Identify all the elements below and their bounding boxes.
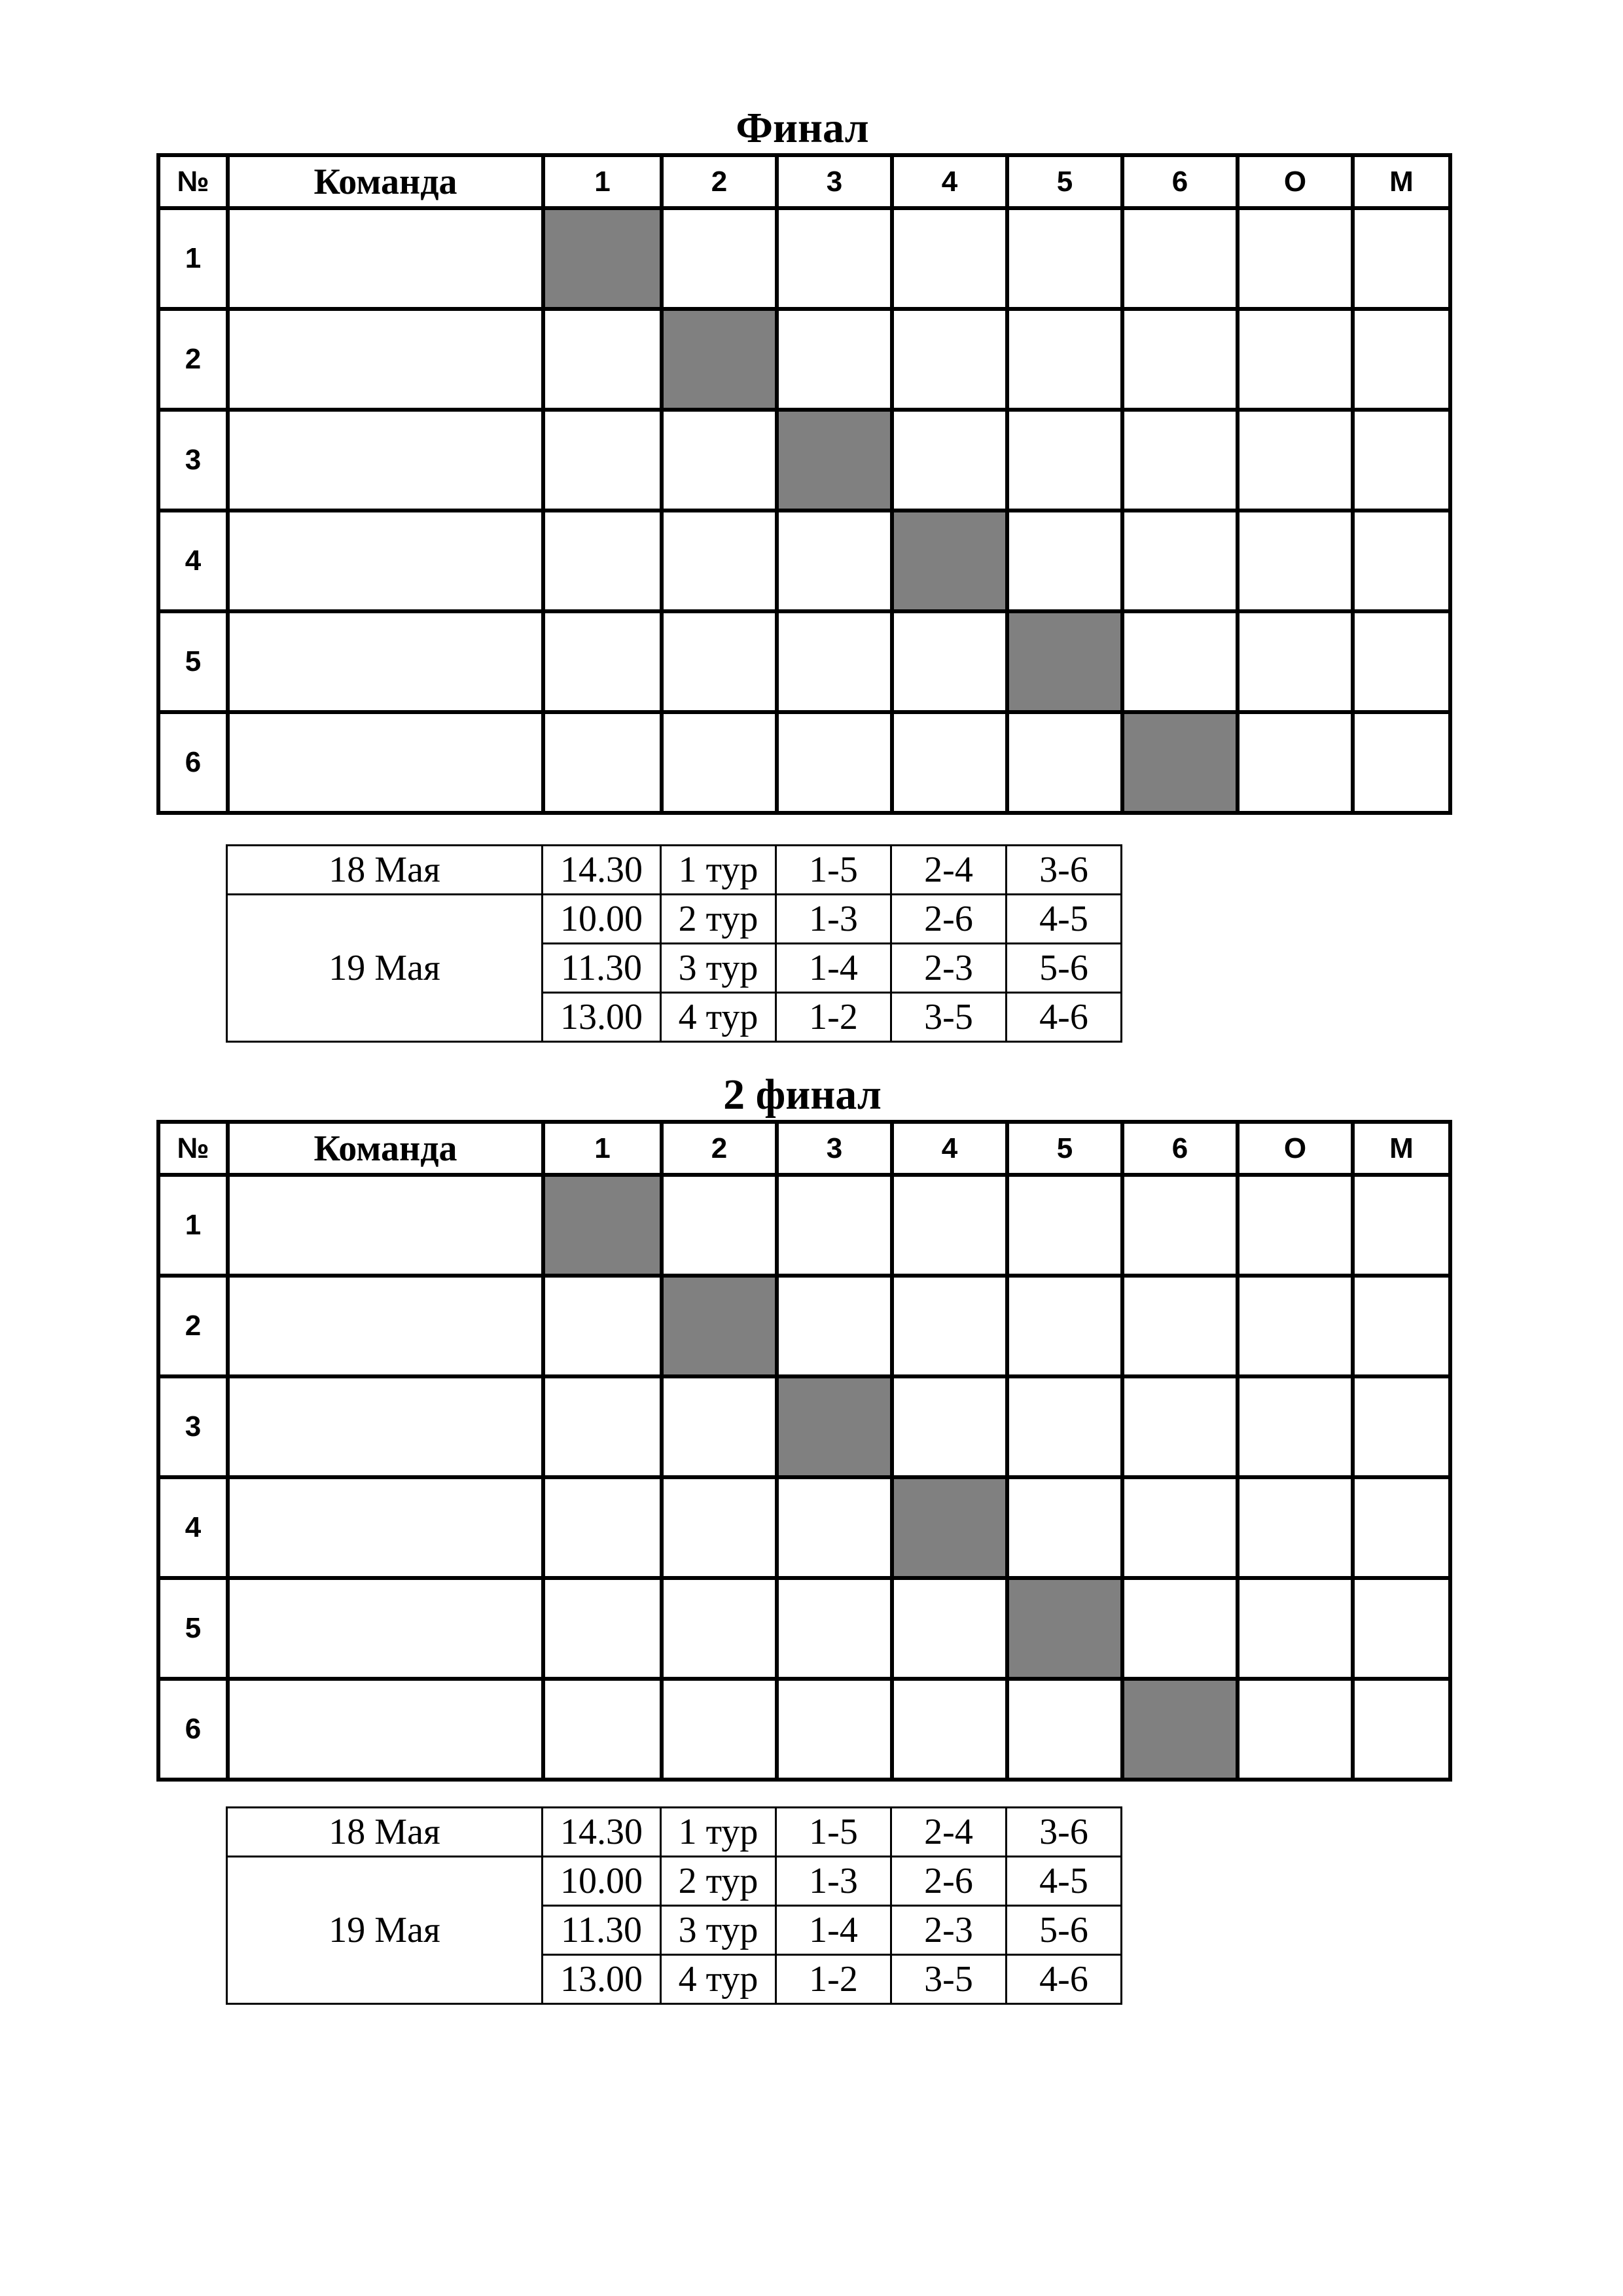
result-cell bbox=[777, 511, 892, 611]
header-opponent: 2 bbox=[662, 1122, 777, 1175]
result-cell bbox=[1007, 410, 1122, 511]
header-opponent: 5 bbox=[1007, 155, 1122, 208]
place-cell bbox=[1353, 1276, 1450, 1376]
result-cell bbox=[1122, 410, 1238, 511]
result-cell bbox=[662, 511, 777, 611]
result-cell bbox=[543, 1376, 662, 1477]
result-cell bbox=[1122, 511, 1238, 611]
result-cell bbox=[777, 1276, 892, 1376]
blocked-cell bbox=[777, 410, 892, 511]
team-row bbox=[158, 1175, 1450, 1276]
result-cell bbox=[543, 712, 662, 813]
team-name-cell bbox=[228, 611, 543, 712]
header-row bbox=[158, 155, 1450, 208]
team-name-cell bbox=[228, 309, 543, 410]
schedule-pair: 5-6 bbox=[1007, 944, 1122, 993]
schedule-pair: 1-2 bbox=[776, 1955, 891, 2004]
schedule-time: 10.00 bbox=[543, 1857, 661, 1906]
points-cell bbox=[1238, 1376, 1353, 1477]
result-cell bbox=[1007, 712, 1122, 813]
result-cell bbox=[1122, 208, 1238, 309]
result-cell bbox=[892, 309, 1007, 410]
schedule-pair: 1-3 bbox=[776, 1857, 891, 1906]
blocked-cell bbox=[662, 309, 777, 410]
schedule-time: 11.30 bbox=[543, 1906, 661, 1955]
row-number: 6 bbox=[158, 1679, 228, 1780]
result-cell bbox=[662, 410, 777, 511]
schedule-row bbox=[227, 846, 1122, 895]
points-cell bbox=[1238, 208, 1353, 309]
result-cell bbox=[662, 1477, 777, 1578]
result-cell bbox=[662, 1679, 777, 1780]
row-number: 3 bbox=[158, 410, 228, 511]
result-cell bbox=[892, 1578, 1007, 1679]
header-team: Команда bbox=[228, 1122, 543, 1175]
schedule-pair: 4-6 bbox=[1007, 1955, 1122, 2004]
result-cell bbox=[1007, 1679, 1122, 1780]
schedule-pair: 1-4 bbox=[776, 1906, 891, 1955]
result-cell bbox=[777, 1175, 892, 1276]
result-cell bbox=[1007, 1477, 1122, 1578]
points-cell bbox=[1238, 410, 1353, 511]
header-place: М bbox=[1353, 1122, 1450, 1175]
header-place: М bbox=[1353, 155, 1450, 208]
header-opponent: 2 bbox=[662, 155, 777, 208]
points-cell bbox=[1238, 712, 1353, 813]
team-row bbox=[158, 208, 1450, 309]
header-team: Команда bbox=[228, 155, 543, 208]
blocked-cell bbox=[543, 1175, 662, 1276]
result-cell bbox=[1122, 1276, 1238, 1376]
place-cell bbox=[1353, 1578, 1450, 1679]
team-row bbox=[158, 712, 1450, 813]
result-cell bbox=[777, 1477, 892, 1578]
points-cell bbox=[1238, 1679, 1353, 1780]
blocked-cell bbox=[1122, 1679, 1238, 1780]
schedule-row bbox=[227, 1808, 1122, 1857]
blocked-cell bbox=[1007, 1578, 1122, 1679]
schedule-pair: 2-3 bbox=[891, 944, 1007, 993]
result-cell bbox=[543, 1276, 662, 1376]
schedule-table bbox=[226, 844, 1122, 1043]
team-row bbox=[158, 1578, 1450, 1679]
schedule-pair: 4-6 bbox=[1007, 993, 1122, 1042]
schedule-time: 11.30 bbox=[543, 944, 661, 993]
team-name-cell bbox=[228, 410, 543, 511]
row-number: 1 bbox=[158, 1175, 228, 1276]
team-name-cell bbox=[228, 1679, 543, 1780]
header-points: О bbox=[1238, 155, 1353, 208]
schedule-pair: 3-6 bbox=[1007, 846, 1122, 895]
result-cell bbox=[1007, 208, 1122, 309]
schedule-table bbox=[226, 1806, 1122, 2005]
result-cell bbox=[543, 309, 662, 410]
result-cell bbox=[1007, 511, 1122, 611]
team-row bbox=[158, 511, 1450, 611]
schedule-pair: 1-4 bbox=[776, 944, 891, 993]
team-row bbox=[158, 1276, 1450, 1376]
row-number: 3 bbox=[158, 1376, 228, 1477]
result-cell bbox=[1122, 1175, 1238, 1276]
schedule-round: 2 тур bbox=[661, 1857, 776, 1906]
result-cell bbox=[892, 1679, 1007, 1780]
schedule-round: 1 тур bbox=[661, 1808, 776, 1857]
header-opponent: 4 bbox=[892, 155, 1007, 208]
row-number: 1 bbox=[158, 208, 228, 309]
schedule-time: 10.00 bbox=[543, 895, 661, 944]
schedule-pair: 3-5 bbox=[891, 993, 1007, 1042]
schedule-round: 4 тур bbox=[661, 1955, 776, 2004]
team-row bbox=[158, 1679, 1450, 1780]
place-cell bbox=[1353, 208, 1450, 309]
schedule-pair: 5-6 bbox=[1007, 1906, 1122, 1955]
team-row bbox=[158, 1376, 1450, 1477]
schedule-round: 1 тур bbox=[661, 846, 776, 895]
result-cell bbox=[1122, 1578, 1238, 1679]
result-cell bbox=[1122, 1376, 1238, 1477]
team-name-cell bbox=[228, 1578, 543, 1679]
team-name-cell bbox=[228, 712, 543, 813]
points-cell bbox=[1238, 1578, 1353, 1679]
schedule-pair: 3-6 bbox=[1007, 1808, 1122, 1857]
header-opponent: 6 bbox=[1122, 155, 1238, 208]
blocked-cell bbox=[892, 511, 1007, 611]
header-opponent: 3 bbox=[777, 1122, 892, 1175]
row-number: 4 bbox=[158, 511, 228, 611]
place-cell bbox=[1353, 410, 1450, 511]
schedule-pair: 2-3 bbox=[891, 1906, 1007, 1955]
schedule-pair: 4-5 bbox=[1007, 895, 1122, 944]
schedule-pair: 2-4 bbox=[891, 846, 1007, 895]
section-title: 2 финал bbox=[723, 1071, 882, 1119]
result-cell bbox=[777, 611, 892, 712]
schedule-round: 4 тур bbox=[661, 993, 776, 1042]
schedule-date: 19 Мая bbox=[227, 895, 543, 1042]
schedule-time: 14.30 bbox=[543, 1808, 661, 1857]
place-cell bbox=[1353, 1376, 1450, 1477]
result-cell bbox=[1007, 309, 1122, 410]
header-opponent: 4 bbox=[892, 1122, 1007, 1175]
row-number: 2 bbox=[158, 1276, 228, 1376]
result-cell bbox=[1122, 1477, 1238, 1578]
result-cell bbox=[662, 712, 777, 813]
result-cell bbox=[1007, 1376, 1122, 1477]
schedule-pair: 1-5 bbox=[776, 846, 891, 895]
schedule-row bbox=[227, 895, 1122, 944]
points-cell bbox=[1238, 1276, 1353, 1376]
result-cell bbox=[543, 1679, 662, 1780]
result-cell bbox=[777, 1679, 892, 1780]
team-name-cell bbox=[228, 511, 543, 611]
header-opponent: 5 bbox=[1007, 1122, 1122, 1175]
schedule-time: 14.30 bbox=[543, 846, 661, 895]
result-cell bbox=[662, 1376, 777, 1477]
result-cell bbox=[892, 611, 1007, 712]
result-cell bbox=[777, 712, 892, 813]
schedule-round: 3 тур bbox=[661, 1906, 776, 1955]
result-cell bbox=[543, 611, 662, 712]
team-name-cell bbox=[228, 1477, 543, 1578]
result-cell bbox=[777, 1578, 892, 1679]
header-number: № bbox=[158, 155, 228, 208]
result-cell bbox=[777, 309, 892, 410]
result-cell bbox=[892, 208, 1007, 309]
points-cell bbox=[1238, 1175, 1353, 1276]
row-number: 4 bbox=[158, 1477, 228, 1578]
team-name-cell bbox=[228, 1376, 543, 1477]
schedule-pair: 3-5 bbox=[891, 1955, 1007, 2004]
schedule-pair: 1-5 bbox=[776, 1808, 891, 1857]
result-cell bbox=[662, 611, 777, 712]
points-cell bbox=[1238, 611, 1353, 712]
row-number: 5 bbox=[158, 1578, 228, 1679]
points-cell bbox=[1238, 309, 1353, 410]
result-cell bbox=[1007, 1175, 1122, 1276]
standings-table bbox=[156, 1120, 1452, 1782]
schedule-pair: 1-2 bbox=[776, 993, 891, 1042]
blocked-cell bbox=[1122, 712, 1238, 813]
schedule-pair: 1-3 bbox=[776, 895, 891, 944]
schedule-time: 13.00 bbox=[543, 993, 661, 1042]
result-cell bbox=[1007, 1276, 1122, 1376]
points-cell bbox=[1238, 1477, 1353, 1578]
schedule-round: 2 тур bbox=[661, 895, 776, 944]
schedule-date: 18 Мая bbox=[227, 1808, 543, 1857]
team-name-cell bbox=[228, 1276, 543, 1376]
header-opponent: 6 bbox=[1122, 1122, 1238, 1175]
result-cell bbox=[777, 208, 892, 309]
result-cell bbox=[543, 1477, 662, 1578]
schedule-date: 19 Мая bbox=[227, 1857, 543, 2004]
result-cell bbox=[543, 511, 662, 611]
header-opponent: 1 bbox=[543, 155, 662, 208]
team-row bbox=[158, 1477, 1450, 1578]
schedule-pair: 2-6 bbox=[891, 1857, 1007, 1906]
section-title: Финал bbox=[736, 104, 869, 152]
place-cell bbox=[1353, 309, 1450, 410]
team-name-cell bbox=[228, 1175, 543, 1276]
header-number: № bbox=[158, 1122, 228, 1175]
schedule-date: 18 Мая bbox=[227, 846, 543, 895]
result-cell bbox=[892, 712, 1007, 813]
place-cell bbox=[1353, 1679, 1450, 1780]
row-number: 6 bbox=[158, 712, 228, 813]
points-cell bbox=[1238, 511, 1353, 611]
header-row bbox=[158, 1122, 1450, 1175]
place-cell bbox=[1353, 611, 1450, 712]
schedule-round: 3 тур bbox=[661, 944, 776, 993]
team-row bbox=[158, 410, 1450, 511]
place-cell bbox=[1353, 1477, 1450, 1578]
result-cell bbox=[662, 1578, 777, 1679]
result-cell bbox=[662, 1175, 777, 1276]
place-cell bbox=[1353, 712, 1450, 813]
schedule-time: 13.00 bbox=[543, 1955, 661, 2004]
schedule-row bbox=[227, 1857, 1122, 1906]
result-cell bbox=[892, 1175, 1007, 1276]
place-cell bbox=[1353, 511, 1450, 611]
place-cell bbox=[1353, 1175, 1450, 1276]
standings-table bbox=[156, 153, 1452, 815]
team-name-cell bbox=[228, 208, 543, 309]
result-cell bbox=[662, 208, 777, 309]
result-cell bbox=[543, 1578, 662, 1679]
row-number: 5 bbox=[158, 611, 228, 712]
header-opponent: 1 bbox=[543, 1122, 662, 1175]
schedule-pair: 4-5 bbox=[1007, 1857, 1122, 1906]
result-cell bbox=[892, 1276, 1007, 1376]
result-cell bbox=[1122, 309, 1238, 410]
row-number: 2 bbox=[158, 309, 228, 410]
blocked-cell bbox=[777, 1376, 892, 1477]
header-points: О bbox=[1238, 1122, 1353, 1175]
team-row bbox=[158, 611, 1450, 712]
blocked-cell bbox=[543, 208, 662, 309]
header-opponent: 3 bbox=[777, 155, 892, 208]
team-row bbox=[158, 309, 1450, 410]
result-cell bbox=[892, 410, 1007, 511]
result-cell bbox=[543, 410, 662, 511]
result-cell bbox=[892, 1376, 1007, 1477]
schedule-pair: 2-6 bbox=[891, 895, 1007, 944]
schedule-pair: 2-4 bbox=[891, 1808, 1007, 1857]
blocked-cell bbox=[662, 1276, 777, 1376]
blocked-cell bbox=[892, 1477, 1007, 1578]
blocked-cell bbox=[1007, 611, 1122, 712]
result-cell bbox=[1122, 611, 1238, 712]
